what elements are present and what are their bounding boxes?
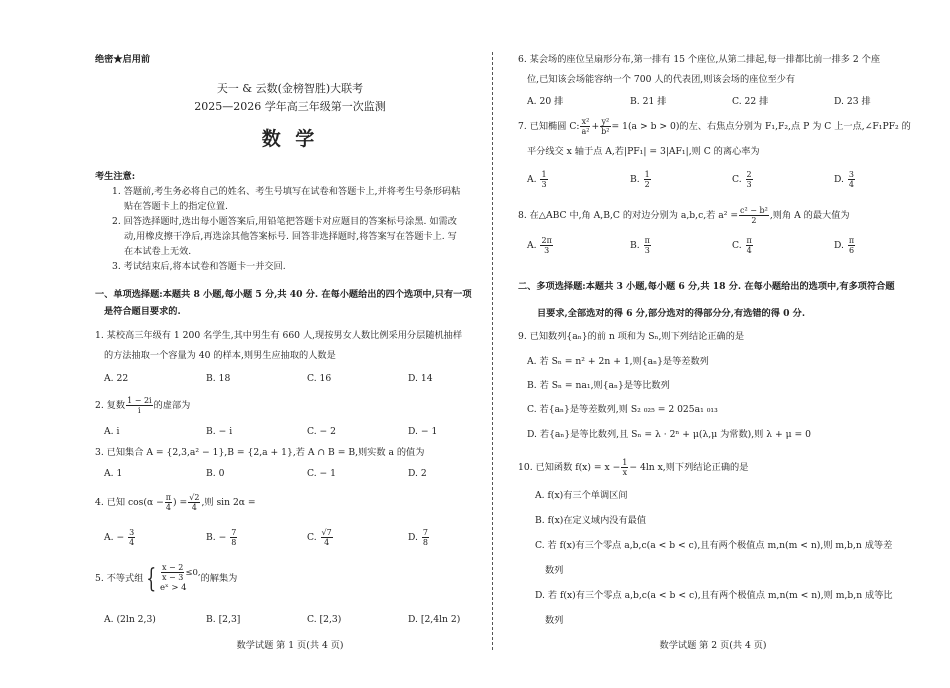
q2-num: 1 − 2i [127,396,152,405]
q4-option-d [408,528,430,547]
q4-c-den: 4 [324,538,330,547]
q7-c-den: 3 [746,180,752,189]
q1-stem-cont: 的方法抽取一个容量为 40 的样本,则男生应抽取的人数是 [104,350,336,361]
q8-b-frac [644,236,651,255]
section2-heading: 二、多项选择题:本题共 3 小题,每小题 6 分,共 18 分. 在每小题给出的选项中,有多项符合题 [518,281,895,292]
q7-plus: + [591,121,600,132]
q5-ineq2: eˣ > 4 [159,583,187,593]
q10-option-d: D. 若 f(x)有三个零点 a,b,c(a < b < c),且有两个极值点 m,n(m < n),则 m,b,n 成等比 [535,590,893,601]
q2-post: 的虚部为 [153,400,191,411]
q7-f1-den: a² [581,127,590,136]
q7-stem-cont: 平分线交 x 轴于点 A,若|PF₁| = 3|AF₁|,则 C 的离心率为 [527,146,760,157]
q8-option-c [732,236,754,255]
q10-frac [621,458,628,477]
confidential-label: 绝密★启用前 [95,54,151,65]
q7-option-b [630,170,652,189]
q8-d-label: D. [834,240,844,251]
q4-d-frac [422,528,429,547]
q7-option-a [527,170,549,189]
q5-pre: 5. 不等式组 [95,573,144,584]
notice-title: 考生注意: [95,171,136,182]
q7-stem [518,117,911,136]
q1-stem: 1. 某校高三年级有 1 200 名学生,其中男生有 660 人,现按男女人数比例采用分层随机抽样 [95,330,463,341]
q3-stem: 3. 已知集合 A = {2,3,a² − 1},B = {2,a + 1},若 A ∩ B = B,则实数 a 的值为 [95,447,425,458]
notice-line: 贴在答题卡上的指定位置. [124,201,228,212]
notice-line: 3. 考试结束后,将本试卷和答题卡一并交回. [112,261,286,272]
q4-c-label: C. [307,532,317,543]
q4-a-den: 4 [129,538,135,547]
q10-post: − 4ln x,则下列结论正确的是 [629,462,749,473]
q3-option-a: A. 1 [104,468,123,479]
q4-b-num: 7 [231,528,237,537]
q7-a-label: A. [527,174,537,185]
q6-option-b: B. 21 排 [630,96,667,107]
q8-b-label: B. [630,240,640,251]
q6-option-a: A. 20 排 [527,96,564,107]
q5-ineq1-frac [161,563,184,582]
exam-title: 天一 & 云数(金榜智胜)大联考 [216,82,364,95]
q2-fraction [126,396,153,415]
q7-b-num: 1 [644,170,650,179]
q10-option-a: A. f(x)有三个单调区间 [535,490,628,501]
q7-post: = 1(a > b > 0)的左、右焦点分别为 F₁,F₂,点 P 为 C 上一点,∠F₁PF₂ 的 [611,121,911,132]
q3-option-c: C. − 1 [307,468,337,479]
q8-c-frac [746,236,753,255]
q8-num: c² − b² [740,206,768,215]
q7-a-num: 1 [541,170,547,179]
subject-title: 数 学 [261,128,319,150]
q7-b-label: B. [630,174,640,185]
q5-stem [95,563,237,594]
q4-d-den: 8 [422,538,428,547]
q8-stem [518,206,850,225]
q8-b-den: 3 [644,246,650,255]
q5-option-d: D. [2,4ln 2) [408,614,461,625]
q8-c-num: π [746,236,752,245]
q1-option-a: A. 22 [104,373,129,384]
q9-option-c: C. 若{aₙ}是等差数列,则 S₂ ₀₂₅ = 2 025a₁ ₀₁₃ [527,404,718,415]
q4-d-label: D. [408,532,418,543]
q4-c-num: √7 [321,528,332,537]
q7-frac-x [580,117,590,136]
q2-option-d: D. − 1 [408,426,438,437]
q10-stem [518,458,748,477]
q2-stem [95,396,190,415]
q4-pi-den: 4 [165,503,171,512]
q4-val-den: 4 [191,503,197,512]
q7-option-c [732,170,754,189]
q7-f2-den: b² [601,127,610,136]
q7-option-d [834,170,856,189]
q7-d-label: D. [834,174,844,185]
q5-brace: { [146,563,157,594]
q4-pre: 4. 已知 cos(α − [95,497,164,508]
q8-b-num: π [644,236,650,245]
q4-stem [95,493,256,512]
q7-c-num: 2 [746,170,752,179]
q7-pre: 7. 已知椭圆 C: [518,121,580,132]
q7-frac-y [600,117,610,136]
q5-system [160,563,201,594]
q4-d-num: 7 [422,528,428,537]
q8-a-label: A. [527,240,537,251]
q5-ineq1-num: x − 2 [161,563,184,572]
q9-option-a: A. 若 Sₙ = n² + 2n + 1,则{aₙ}是等差数列 [527,356,709,367]
q4-option-c [307,528,334,547]
q8-a-den: 3 [544,246,550,255]
q8-a-num: 2π [541,236,552,245]
q8-a-frac [540,236,552,255]
q8-d-den: 6 [848,246,855,255]
q9-stem: 9. 已知数列{aₙ}的前 n 项和为 Sₙ,则下列结论正确的是 [518,331,745,342]
section2-heading-cont: 目要求,全部选对的得 6 分,部分选对的得部分分,有选错的得 0 分. [537,308,806,319]
q6-stem: 6. 某会场的座位呈扇形分布,第一排有 15 个座位,从第二排起,每一排都比前一排多 2 个座 [518,54,881,65]
page-footer-right: 数学试题 第 2 页(共 4 页) [659,640,767,651]
q5-option-b: B. [2,3] [206,614,241,625]
q4-post: ,则 sin 2α = [201,497,256,508]
q7-a-den: 3 [541,180,547,189]
q8-pre: 8. 在△ABC 中,角 A,B,C 的对边分别为 a,b,c,若 a² = [518,210,739,221]
q10-num: 1 [622,458,628,467]
q4-val-num: √2 [189,493,200,502]
q7-a-frac [540,170,547,189]
q4-a-num: 3 [129,528,135,537]
page-footer-left: 数学试题 第 1 页(共 4 页) [236,640,344,651]
notice-line: 1. 答题前,考生务必将自己的姓名、考生号填写在试卷和答题卡上,并将考生号条形码粘 [112,186,461,197]
q9-option-b: B. 若 Sₙ = na₁,则{aₙ}是等比数列 [527,380,670,391]
q10-option-d-cont: 数列 [545,615,564,626]
q10-pre: 10. 已知函数 f(x) = x − [518,462,621,473]
q8-c-label: C. [732,240,742,251]
q4-a-frac [128,528,135,547]
q8-d-frac [848,236,855,255]
q5-option-c: C. [2,3) [307,614,342,625]
q2-den: i [138,406,141,415]
q4-b-den: 8 [231,538,237,547]
q7-b-frac [644,170,651,189]
q4-pi-num: π [165,493,172,502]
q5-ineq1-rel: ≤0, [185,568,201,578]
q6-option-d: D. 23 排 [834,96,871,107]
q8-c-den: 4 [746,246,752,255]
q10-option-c: C. 若 f(x)有三个零点 a,b,c(a < b < c),且有两个极值点 m,n(m < n),则 m,b,n 成等差 [535,540,893,551]
notice-line: 2. 回答选择题时,选出每小题答案后,用铅笔把答题卡对应题目的答案标号涂黑. 如需改 [112,216,457,227]
q4-value-fraction [188,493,200,512]
q8-option-b [630,236,652,255]
q10-option-b: B. f(x)在定义域内没有最值 [535,515,647,526]
notice-line: 动,用橡皮擦干净后,再选涂其他答案标号. 回答非选择题时,将答案写在答题卡上. 写 [124,231,457,242]
q8-frac [739,206,769,225]
q2-option-c: C. − 2 [307,426,337,437]
q1-option-d: D. 14 [408,373,433,384]
q2-option-b: B. − i [206,426,233,437]
q4-option-a [104,528,136,547]
q9-option-d: D. 若{aₙ}是等比数列,且 Sₙ = λ · 2ⁿ + μ(λ,μ 为常数),则 λ + μ = 0 [527,429,812,440]
q1-option-b: B. 18 [206,373,231,384]
q4-option-b [206,528,238,547]
q8-option-a [527,236,554,255]
page-divider [492,52,493,650]
notice-line: 在本试卷上无效. [124,246,192,257]
section1-heading: 一、单项选择题:本题共 8 小题,每小题 5 分,共 40 分. 在每小题给出的四个选项中,只有一项 [95,289,472,300]
q7-f1-num: x² [581,117,590,126]
q4-pi-fraction [165,493,172,512]
q5-ineq1-den: x − 3 [161,573,184,582]
q7-c-label: C. [732,174,742,185]
q8-post: ,则角 A 的最大值为 [769,210,850,221]
q5-option-a: A. (2ln 2,3) [104,614,156,625]
q7-c-frac [746,170,753,189]
q7-d-den: 4 [848,180,854,189]
q4-a-label: A. − [104,532,125,543]
q6-option-c: C. 22 排 [732,96,769,107]
q4-b-label: B. − [206,532,227,543]
q5-post: 的解集为 [200,573,238,584]
q10-option-c-cont: 数列 [545,565,564,576]
exam-subtitle: 2025—2026 学年高三年级第一次监测 [194,100,386,113]
q10-den: x [622,468,628,477]
q6-stem-cont: 位,已知该会场能容纳一个 700 人的代表团,则该会场的座位至少有 [527,74,796,85]
q8-den: 2 [751,216,757,225]
q4-c-frac [321,528,333,547]
q8-d-num: π [848,236,855,245]
section1-heading-cont: 是符合题目要求的. [104,306,181,317]
q8-option-d [834,236,856,255]
q2-option-a: A. i [104,426,120,437]
q7-d-num: 3 [848,170,854,179]
q7-d-frac [848,170,855,189]
q4-mid: ) = [173,497,188,508]
q1-option-c: C. 16 [307,373,332,384]
q7-f2-num: y² [601,117,610,126]
q4-b-frac [230,528,237,547]
q3-option-b: B. 0 [206,468,225,479]
q3-option-d: D. 2 [408,468,427,479]
q2-pre: 2. 复数 [95,400,126,411]
q7-b-den: 2 [644,180,650,189]
